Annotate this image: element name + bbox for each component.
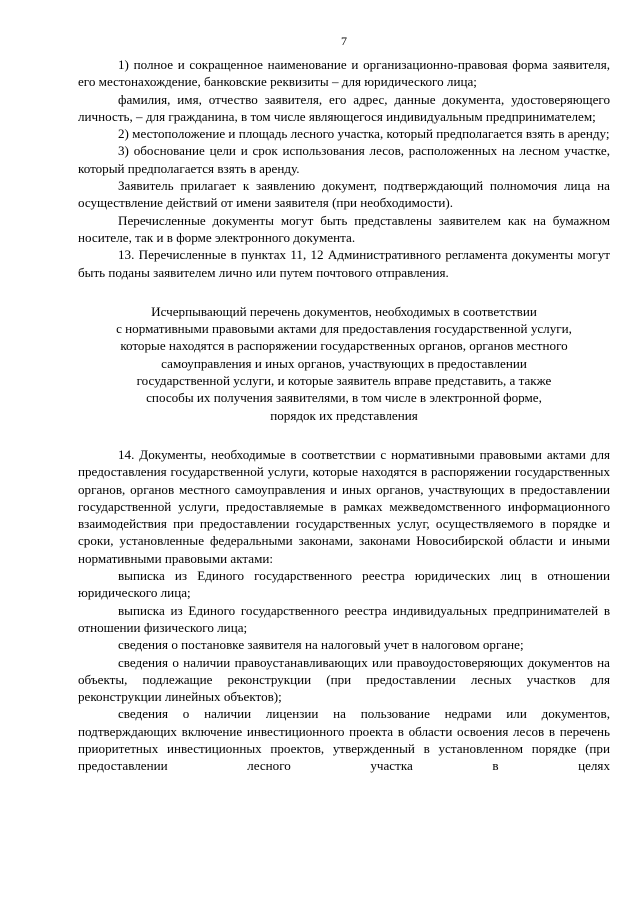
paragraph-13: 13. Перечисленные в пунктах 11, 12 Административного регламента документы могут быть поданы заявителем лично или путем почтового отправления. [78, 247, 610, 280]
heading-line: с нормативными правовыми актами для предоставления государственной услуги, [116, 321, 572, 337]
heading-line: Исчерпывающий перечень документов, необходимых в соответствии [151, 303, 537, 319]
paragraph-submission-form: Перечисленные документы могут быть представлены заявителем как на бумажном носителе, так и в форме электронного документа. [78, 212, 610, 245]
paragraph-authority: Заявитель прилагает к заявлению документ, подтверждающий полномочия лица на осуществление действий от имени заявителя (при необходимости). [78, 178, 610, 211]
heading-line: самоуправления и иных органов, участвующих в предоставлении [161, 355, 527, 371]
paragraph-item-3: 3) обоснование цели и срок использования лесов, расположенных на лесном участке, который предполагается взять в аренду. [78, 143, 610, 176]
paragraph-egrul: выписка из Единого государственного реестра юридических лиц в отношении юридического лица; [78, 568, 610, 601]
section-heading [78, 303, 610, 424]
heading-line: порядок их представления [270, 407, 418, 423]
paragraph-14: 14. Документы, необходимые в соответствии с нормативными правовыми актами для предоставления государственной услуги, которые находятся в распоряжении государственных органов, органов местного самоуправления и иных органов, участвующих в предоставлении государственной услуги, предоставляемые в рамках межведомственного информационного взаимодействия при предоставлении государственных услуг, осуществляемого в порядке и сроки, установленные федеральными законами, законами Новосибирской области и иными нормативными правовыми актами: [78, 446, 610, 566]
paragraph-tax-registration: сведения о постановке заявителя на налоговый учет в налоговом органе; [118, 637, 524, 653]
paragraph-egrip: выписка из Единого государственного реестра индивидуальных предпринимателей в отношении физического лица; [78, 602, 610, 635]
paragraph-title-documents: сведения о наличии правоустанавливающих или правоудостоверяющих документов на объекты, подлежащие реконструкции (при предоставлении лесных участков для реконструкции линейных объектов); [78, 654, 610, 705]
page-number: 7 [341, 34, 347, 48]
paragraph-item-1: 1) полное и сокращенное наименование и организационно-правовая форма заявителя, его местонахождение, банковские реквизиты – для юридического лица; [78, 57, 610, 90]
heading-line: государственной услуги, и которые заявитель вправе представить, а также [136, 373, 552, 389]
heading-line: которые находятся в распоряжении государственных органов, органов местного [120, 338, 568, 354]
heading-line: способы их получения заявителями, в том числе в электронной форме, [146, 390, 542, 406]
document-page [78, 30, 610, 775]
paragraph-citizen: фамилия, имя, отчество заявителя, его адрес, данные документа, удостоверяющего личность, – для гражданина, в том числе являющегося индивидуальным предпринимателем; [78, 91, 610, 124]
paragraph-item-2: 2) местоположение и площадь лесного участка, который предполагается взять в аренду; [118, 126, 610, 142]
paragraph-license: сведения о наличии лицензии на пользование недрами или документов, подтверждающих включение инвестиционного проекта в области освоения лесов в перечень приоритетных инвестиционных проектов, утвержденный в установленном порядке (при предоставлении лесного участка в целях [78, 706, 610, 774]
